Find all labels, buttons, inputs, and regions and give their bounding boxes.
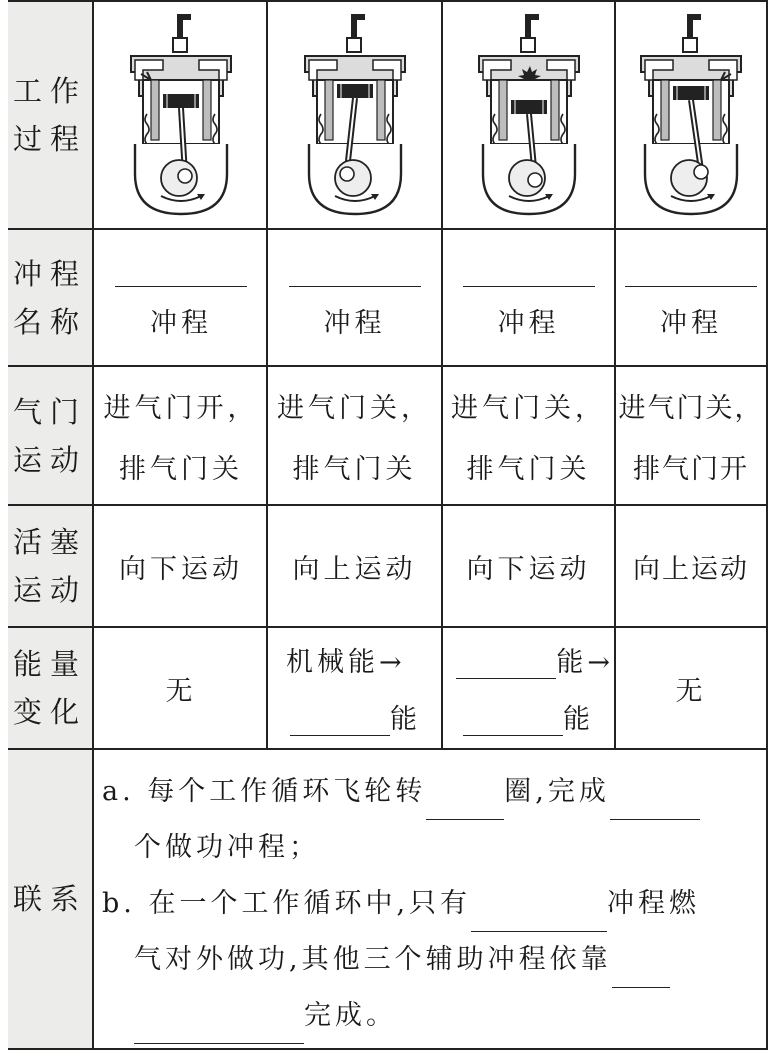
stroke-name-blank[interactable] <box>115 256 247 287</box>
engine-power-diagram <box>469 10 589 220</box>
header-valve-line1: 气门 <box>12 394 87 429</box>
relation-cell <box>96 750 766 1048</box>
header-piston-line1: 活塞 <box>12 525 87 559</box>
stroke-name-suffix: 冲程 <box>497 307 560 339</box>
header-energy-line1: 能量 <box>12 647 87 681</box>
engine-compression-icon <box>268 2 441 228</box>
engine-intake-diagram <box>121 10 241 220</box>
relation-line-a1 <box>102 764 766 820</box>
relation-a-text1: a. 每个工作循环飞轮转 <box>102 776 427 807</box>
header-stroke-line2: 名称 <box>12 304 87 339</box>
relation-b-text1: b. 在一个工作循环中,只有 <box>102 888 472 919</box>
relation-b-text2: 冲程燃 <box>607 888 701 919</box>
engine-power-icon <box>443 2 614 228</box>
stroke-name-blank[interactable] <box>289 256 421 287</box>
energy-cell <box>443 628 614 748</box>
valve-line1: 进气门关， <box>277 392 432 424</box>
relation-a-blank1[interactable] <box>426 789 504 820</box>
header-energy-line2: 变化 <box>12 695 87 729</box>
relation-line-b1 <box>102 876 766 932</box>
relation-line-a2 <box>102 820 766 876</box>
valve-cell <box>443 367 614 504</box>
valve-line2: 排气门关 <box>292 453 417 485</box>
header-valve-line2: 运动 <box>12 442 87 477</box>
valve-line1: 进气门开， <box>103 392 259 424</box>
header-relation <box>8 750 94 1048</box>
stroke-name-cell <box>443 230 614 365</box>
energy-line2 <box>443 697 614 736</box>
stroke-name-cell <box>616 230 766 365</box>
energy-cell <box>616 628 766 748</box>
piston-cell <box>616 506 766 626</box>
engine-exhaust-icon <box>616 2 766 228</box>
energy-line1 <box>443 640 614 679</box>
engine-intake-icon <box>96 2 266 228</box>
valve-line2: 排气门开 <box>633 453 749 485</box>
piston-text: 向上运动 <box>292 553 417 585</box>
valve-cell <box>616 367 766 504</box>
stroke-name-suffix: 冲程 <box>323 307 386 339</box>
valve-line2: 排气门关 <box>119 453 243 485</box>
relation-b-blank1[interactable] <box>471 901 607 932</box>
relation-line-b2 <box>102 932 766 988</box>
stroke-name-suffix: 冲程 <box>150 307 212 339</box>
header-stroke-line1: 冲程 <box>12 256 87 291</box>
relation-b-blank3[interactable] <box>134 1013 304 1044</box>
energy-cell <box>268 628 441 748</box>
relation-b-blank2[interactable] <box>612 957 670 988</box>
valve-cell <box>96 367 266 504</box>
energy-text: 无 <box>675 675 707 707</box>
engine-exhaust-diagram <box>631 10 751 220</box>
header-piston-line2: 运动 <box>12 573 87 607</box>
header-relation-label: 联系 <box>12 882 87 916</box>
relation-b-text3: 气对外做功,其他三个辅助冲程依靠 <box>134 944 612 975</box>
piston-text: 向下运动 <box>466 553 591 585</box>
engine-compression-diagram <box>295 10 415 220</box>
energy-from-text: 能→ <box>556 647 614 678</box>
energy-from-blank[interactable] <box>456 648 556 679</box>
header-process-line2: 过程 <box>12 122 87 156</box>
energy-to-blank[interactable] <box>463 705 563 736</box>
stroke-name-blank[interactable] <box>625 256 757 287</box>
header-valve <box>8 367 94 504</box>
piston-cell <box>96 506 266 626</box>
header-process <box>8 2 94 228</box>
stroke-name-suffix: 冲程 <box>660 307 722 339</box>
stroke-name-cell <box>268 230 441 365</box>
stroke-name-cell <box>96 230 266 365</box>
energy-text: 无 <box>165 675 197 707</box>
energy-line1 <box>268 640 441 679</box>
header-process-line1: 工作 <box>12 74 87 108</box>
piston-cell <box>443 506 614 626</box>
header-energy <box>8 628 94 748</box>
relation-b-text4: 完成。 <box>304 1000 397 1031</box>
piston-cell <box>268 506 441 626</box>
piston-text: 向上运动 <box>633 553 749 585</box>
energy-to-suffix: 能 <box>563 704 594 735</box>
valve-line1: 进气门关， <box>618 392 764 424</box>
energy-to-suffix: 能 <box>390 704 421 735</box>
relation-a-text2: 圈,完成 <box>504 776 610 807</box>
energy-cell <box>96 628 266 748</box>
relation-line-b3 <box>102 988 766 1044</box>
energy-line2 <box>268 697 441 736</box>
relation-a-blank2[interactable] <box>610 789 700 820</box>
relation-a-text3: 个做功冲程； <box>134 832 320 863</box>
piston-text: 向下运动 <box>119 553 243 585</box>
valve-line2: 排气门关 <box>466 453 591 485</box>
header-piston <box>8 506 94 626</box>
energy-to-blank[interactable] <box>290 705 390 736</box>
energy-from-text: 机械能→ <box>286 647 406 678</box>
valve-cell <box>268 367 441 504</box>
valve-line1: 进气门关， <box>451 392 606 424</box>
header-stroke-name <box>8 230 94 365</box>
stroke-name-blank[interactable] <box>463 256 595 287</box>
